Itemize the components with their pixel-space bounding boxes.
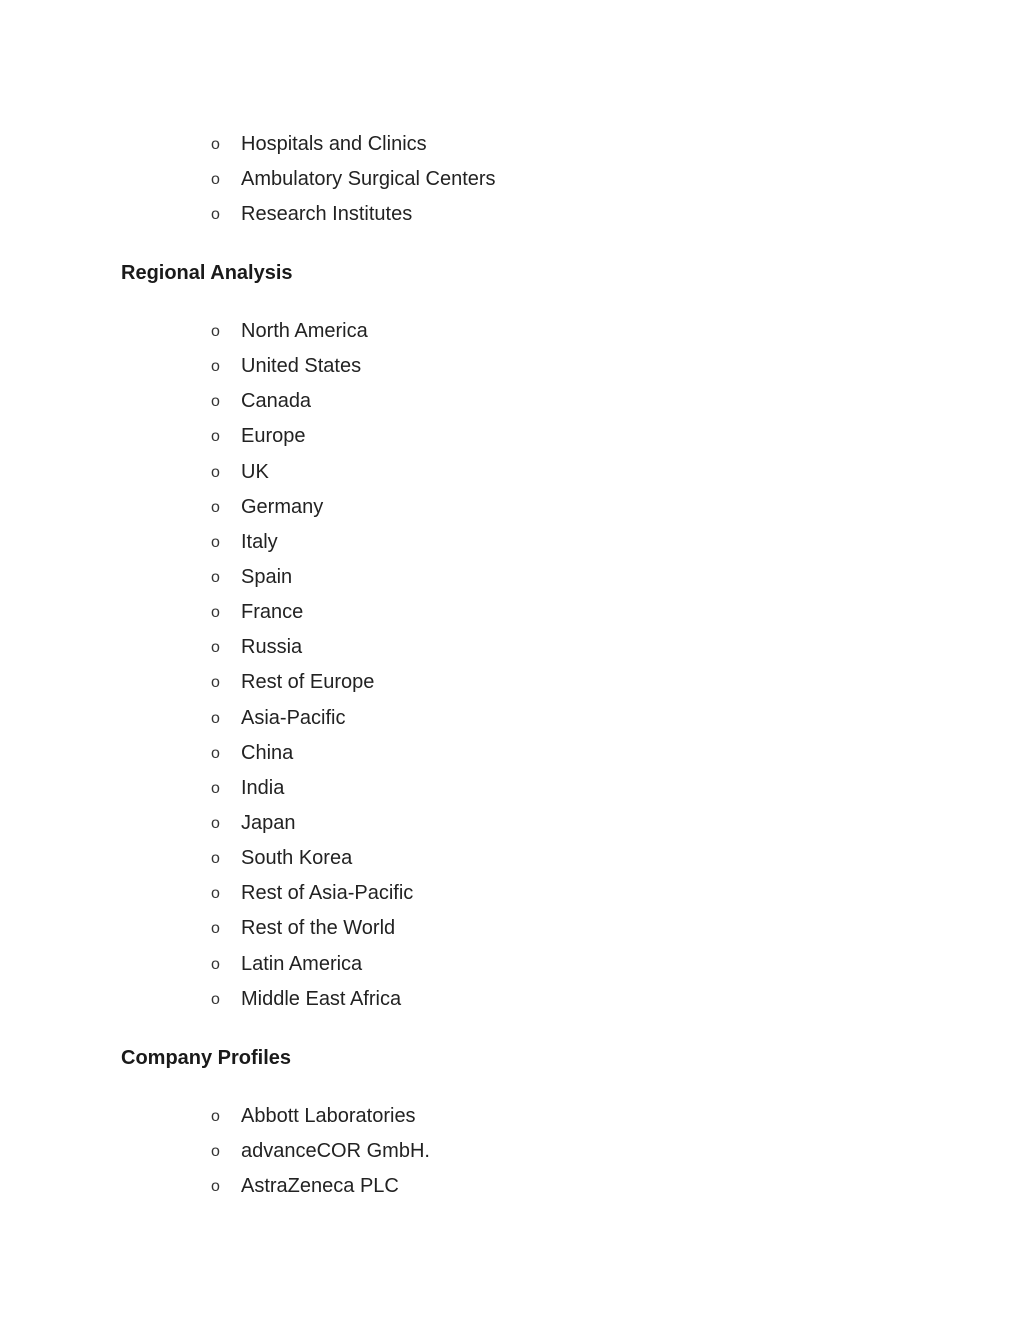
hollow-bullet-icon: o (211, 136, 220, 153)
hollow-bullet-icon: o (211, 1143, 220, 1161)
list-item-label: Europe (241, 425, 306, 448)
hollow-bullet-icon: o (211, 744, 220, 762)
list-item-label: Russia (241, 636, 303, 659)
list-item-label: Latin America (241, 952, 363, 975)
list-item-label: Spain (241, 565, 293, 588)
hollow-bullet-icon: o (211, 639, 220, 657)
list-item-label: Italy (241, 530, 278, 553)
list-item-label: Middle East Africa (241, 987, 402, 1010)
list-item-label: Research Institutes (241, 203, 413, 226)
list-item-label: Rest of the World (241, 917, 396, 940)
list-item-label: advanceCOR GmbH. (241, 1140, 430, 1163)
list-item-label: Japan (241, 811, 296, 834)
hollow-bullet-icon: o (211, 1108, 220, 1125)
list-item-label: France (241, 601, 304, 624)
list-item-label: China (241, 741, 294, 764)
regional-analysis-heading: Regional Analysis (121, 262, 293, 284)
hollow-bullet-icon: o (211, 990, 220, 1008)
hollow-bullet-icon: o (211, 323, 220, 340)
list-item-label: Asia-Pacific (241, 706, 346, 729)
hollow-bullet-icon: o (211, 1178, 220, 1196)
hollow-bullet-icon: o (211, 428, 220, 446)
hollow-bullet-icon: o (211, 358, 220, 376)
list-item-label: Abbott Laboratories (241, 1105, 416, 1127)
list-item-label: North America (241, 320, 368, 342)
hollow-bullet-icon: o (211, 463, 220, 481)
list-item-label: India (241, 776, 285, 799)
list-item-label: Hospitals and Clinics (241, 133, 427, 155)
list-item-label: Ambulatory Surgical Centers (241, 168, 496, 191)
list-item-label: United States (241, 355, 362, 378)
hollow-bullet-icon: o (211, 850, 220, 868)
hollow-bullet-icon: o (211, 779, 220, 797)
hollow-bullet-icon: o (211, 709, 220, 727)
list-item-label: AstraZeneca PLC (241, 1175, 399, 1198)
list-item-label: UK (241, 460, 269, 483)
hollow-bullet-icon: o (211, 604, 220, 622)
hollow-bullet-icon: o (211, 171, 220, 189)
hollow-bullet-icon: o (211, 206, 220, 224)
list-item-label: Rest of Europe (241, 671, 375, 694)
company-profiles-heading: Company Profiles (121, 1047, 292, 1069)
hollow-bullet-icon: o (211, 814, 220, 832)
hollow-bullet-icon: o (211, 674, 220, 692)
hollow-bullet-icon: o (211, 568, 220, 586)
hollow-bullet-icon: o (211, 920, 220, 938)
hollow-bullet-icon: o (211, 955, 220, 973)
hollow-bullet-icon: o (211, 885, 220, 903)
list-item-label: Germany (241, 495, 324, 518)
list-item-label: Rest of Asia-Pacific (241, 882, 414, 905)
list-item-label: Canada (241, 390, 312, 413)
hollow-bullet-icon: o (211, 498, 220, 516)
hollow-bullet-icon: o (211, 393, 220, 411)
list-item-label: South Korea (241, 847, 353, 870)
hollow-bullet-icon: o (211, 533, 220, 551)
